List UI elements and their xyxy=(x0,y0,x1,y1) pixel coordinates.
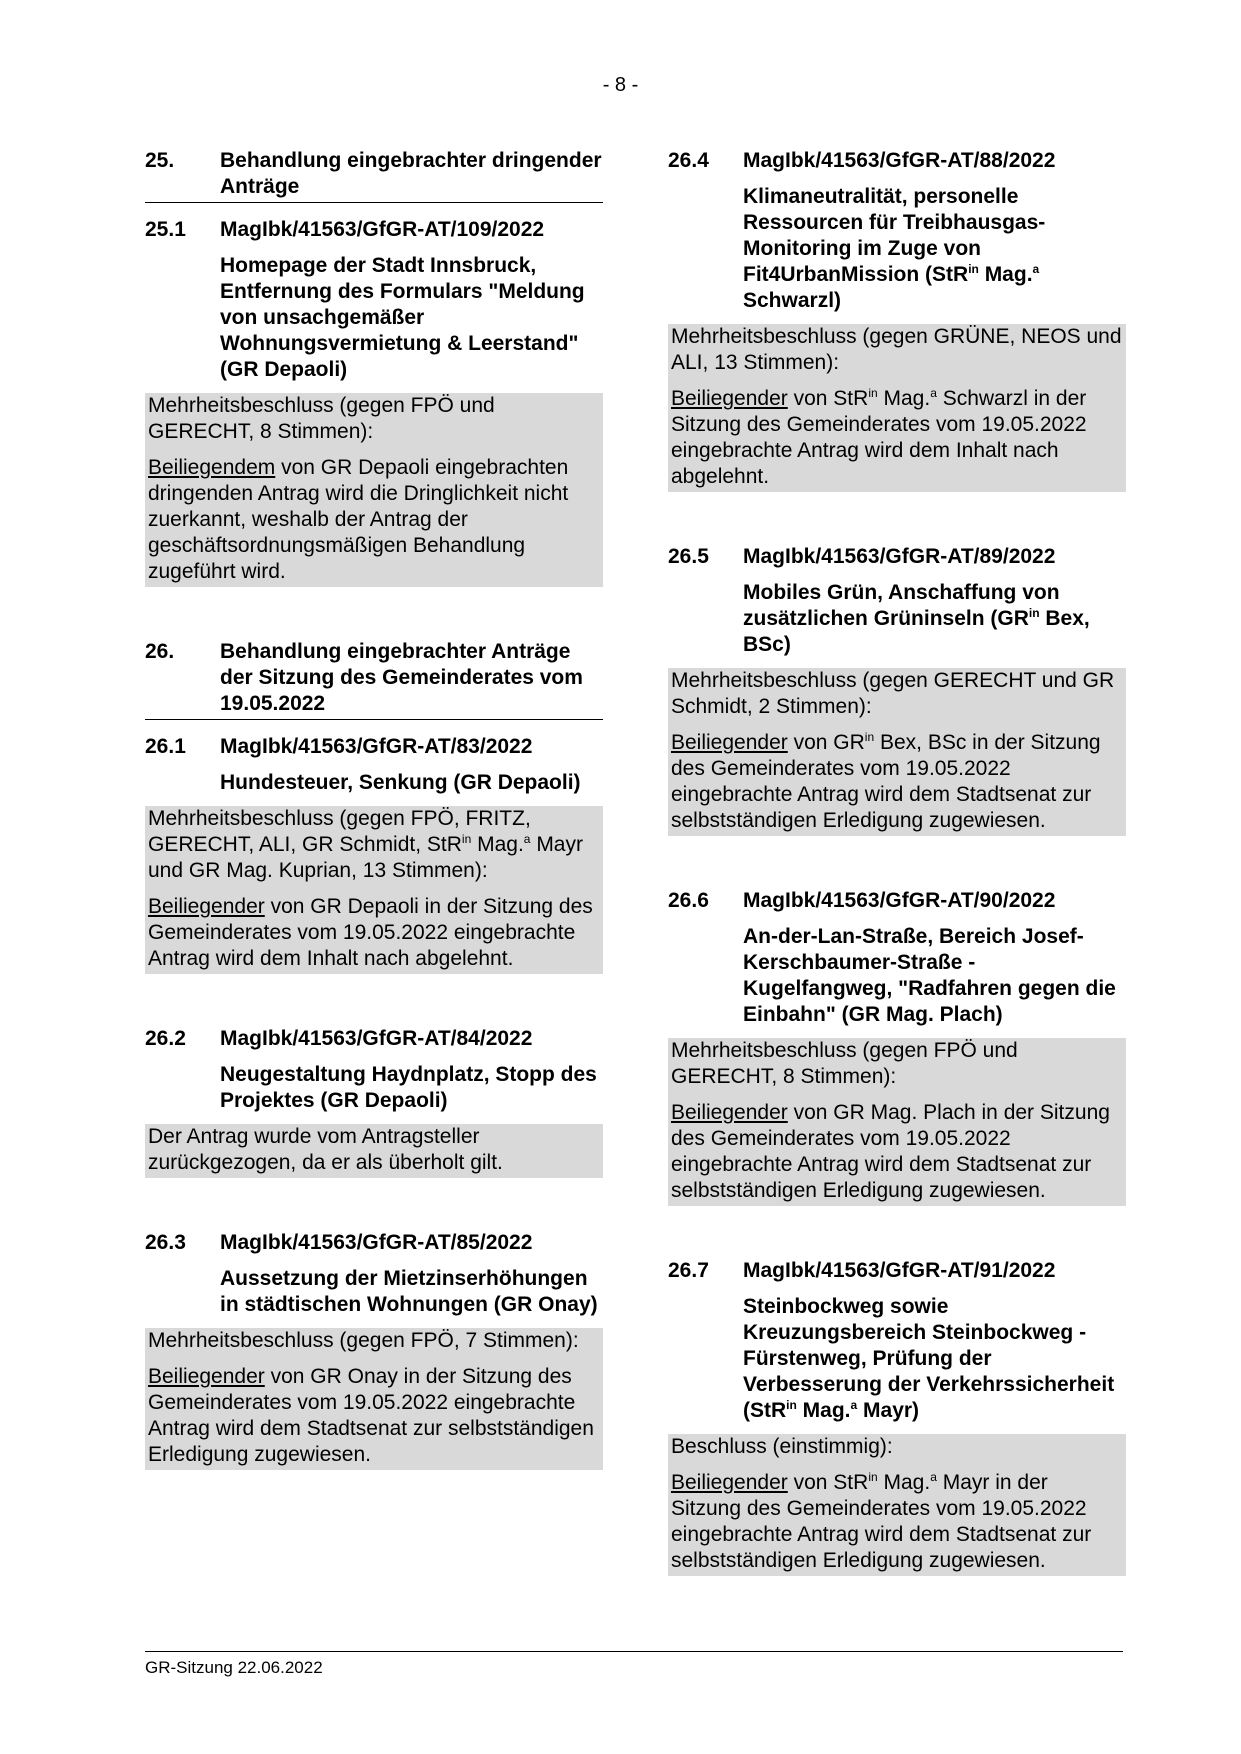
item-26-6 xyxy=(668,888,1126,1206)
item-heading xyxy=(145,734,603,760)
decision-text: Der Antrag wurde vom Antragsteller zurückgezogen, da er als überholt gilt. xyxy=(148,1125,503,1174)
item-heading xyxy=(145,217,603,243)
section-number: 26. xyxy=(145,640,175,663)
item-26-5 xyxy=(668,544,1126,836)
item-reference: MagIbk/41563/GfGR-AT/89/2022 xyxy=(743,545,1056,568)
underlined-word: Beiliegender xyxy=(671,731,788,754)
item-number: 26.5 xyxy=(668,545,709,568)
underlined-word: Beiliegender xyxy=(148,1365,265,1388)
item-title: Homepage der Stadt Innsbruck, Entfernung des Formulars "Meldung von unsachgemäßer Wohnungsvermietung & Leerstand" (GR Depaoli) xyxy=(220,254,585,381)
resolution-text: Beiliegender von StR$^{in}$ Mag.$^a$ Schwarzl in der Sitzung des Gemeinderates vom 19.05.2022 eingebrachte Antrag wird dem Inhalt nach abgelehnt. xyxy=(671,386,1087,488)
item-reference: MagIbk/41563/GfGR-AT/83/2022 xyxy=(220,735,533,758)
section-title: Behandlung eingebrachter Anträge der Sitzung des Gemeinderates vom 19.05.2022 xyxy=(220,640,583,715)
item-reference: MagIbk/41563/GfGR-AT/85/2022 xyxy=(220,1231,533,1254)
section-25-heading xyxy=(145,148,603,203)
right-column xyxy=(668,148,1126,1576)
item-reference: MagIbk/41563/GfGR-AT/109/2022 xyxy=(220,218,545,241)
item-number: 26.6 xyxy=(668,889,709,912)
item-26-7 xyxy=(668,1258,1126,1576)
item-title: An-der-Lan-Straße, Bereich Josef-Kerschbaumer-Straße - Kugelfangweg, "Radfahren gegen die Einbahn" (GR Mag. Plach) xyxy=(743,925,1116,1026)
resolution-text: Beiliegender von StR$^{in}$ Mag.$^a$ Mayr in der Sitzung des Gemeinderates vom 19.05.2022 eingebrachte Antrag wird dem Stadtsenat zur selbstständigen Erledigung zugewiesen. xyxy=(671,1470,1092,1572)
item-number: 26.4 xyxy=(668,149,709,172)
underlined-word: Beiliegendem xyxy=(148,456,276,479)
underlined-word: Beiliegender xyxy=(671,1471,788,1494)
resolution-box xyxy=(145,393,603,587)
resolution-box xyxy=(668,668,1126,836)
page-footer: GR-Sitzung 22.06.2022 xyxy=(145,1651,1123,1678)
decision-text: Mehrheitsbeschluss (gegen FPÖ, 7 Stimmen): xyxy=(148,1329,579,1352)
section-26-heading xyxy=(145,639,603,720)
decision-text: Beschluss (einstimmig): xyxy=(671,1435,893,1458)
item-heading xyxy=(668,888,1126,914)
decision-text: Mehrheitsbeschluss (gegen GRÜNE, NEOS und ALI, 13 Stimmen): xyxy=(671,325,1122,374)
item-26-4 xyxy=(668,148,1126,492)
item-number: 26.1 xyxy=(145,735,186,758)
resolution-text: Beiliegendem von GR Depaoli eingebrachten dringenden Antrag wird die Dringlichkeit nicht zuerkannt, weshalb der Antrag der geschäftsordnungsmäßigen Behandlung zugeführt wird. xyxy=(148,456,569,583)
decision-text: Mehrheitsbeschluss (gegen GERECHT und GR Schmidt, 2 Stimmen): xyxy=(671,669,1115,718)
section-title: Behandlung eingebrachter dringender Anträge xyxy=(220,149,602,198)
item-25-1 xyxy=(145,217,603,587)
item-number: 26.3 xyxy=(145,1231,186,1254)
item-heading xyxy=(145,1026,603,1052)
item-heading xyxy=(668,148,1126,174)
underlined-word: Beiliegender xyxy=(148,895,265,918)
item-number: 26.7 xyxy=(668,1259,709,1282)
decision-text: Mehrheitsbeschluss (gegen FPÖ, FRITZ, GERECHT, ALI, GR Schmidt, StR$^{in}$ Mag.$^a$ Mayr und GR Mag. Kuprian, 13 Stimmen): xyxy=(148,807,583,882)
resolution-box xyxy=(145,1328,603,1470)
resolution-box xyxy=(145,1124,603,1178)
section-number: 25. xyxy=(145,149,175,172)
resolution-box xyxy=(145,806,603,974)
item-reference: MagIbk/41563/GfGR-AT/91/2022 xyxy=(743,1259,1056,1282)
resolution-box xyxy=(668,324,1126,492)
item-number: 26.2 xyxy=(145,1027,186,1050)
item-title: Mobiles Grün, Anschaffung von zusätzlichen Grüninseln ($GR^{in}$ Bex, BSc) xyxy=(743,581,1090,656)
resolution-text: Beiliegender von GR Mag. Plach in der Sitzung des Gemeinderates vom 19.05.2022 eingebrachte Antrag wird dem Stadtsenat zur selbstständigen Erledigung zugewiesen. xyxy=(671,1101,1110,1202)
item-heading xyxy=(668,1258,1126,1284)
item-title: Hundesteuer, Senkung (GR Depaoli) xyxy=(220,771,581,794)
resolution-text: Beiliegender von $GR^{in}$ Bex, BSc in der Sitzung des Gemeinderates vom 19.05.2022 eingebrachte Antrag wird dem Stadtsenat zur selbstständigen Erledigung zugewiesen. xyxy=(671,730,1101,832)
item-reference: MagIbk/41563/GfGR-AT/88/2022 xyxy=(743,149,1056,172)
item-reference: MagIbk/41563/GfGR-AT/90/2022 xyxy=(743,889,1056,912)
underlined-word: Beiliegender xyxy=(671,387,788,410)
page-number: - 8 - xyxy=(602,74,639,96)
item-title: Steinbockweg sowie Kreuzungsbereich Steinbockweg - Fürstenweg, Prüfung der Verbesserung der Verkehrssicherheit (StR$^{in}$ Mag.$^a$ Mayr) xyxy=(743,1295,1115,1422)
item-26-2 xyxy=(145,1026,603,1178)
item-number: 25.1 xyxy=(145,218,186,241)
decision-text: Mehrheitsbeschluss (gegen FPÖ und GERECHT, 8 Stimmen): xyxy=(148,394,495,443)
resolution-text: Beiliegender von GR Depaoli in der Sitzung des Gemeinderates vom 19.05.2022 eingebrachte Antrag wird dem Inhalt nach abgelehnt. xyxy=(148,895,593,970)
item-26-1 xyxy=(145,734,603,974)
item-title: Klimaneutralität, personelle Ressourcen für Treibhausgas-Monitoring im Zuge von Fit4UrbanMission (StR$^{in}$ Mag.$^a$ Schwarzl) xyxy=(743,185,1046,312)
item-26-3 xyxy=(145,1230,603,1470)
decision-text: Mehrheitsbeschluss (gegen FPÖ und GERECHT, 8 Stimmen): xyxy=(671,1039,1018,1088)
left-column xyxy=(145,148,603,1470)
resolution-box xyxy=(668,1434,1126,1576)
underlined-word: Beiliegender xyxy=(671,1101,788,1124)
item-heading xyxy=(145,1230,603,1256)
item-heading xyxy=(668,544,1126,570)
resolution-box xyxy=(668,1038,1126,1206)
item-title: Neugestaltung Haydnplatz, Stopp des Projektes (GR Depaoli) xyxy=(220,1063,597,1112)
item-title: Aussetzung der Mietzinserhöhungen in städtischen Wohnungen (GR Onay) xyxy=(220,1267,598,1316)
resolution-text: Beiliegender von GR Onay in der Sitzung des Gemeinderates vom 19.05.2022 eingebrachte Antrag wird dem Stadtsenat zur selbstständigen Erledigung zugewiesen. xyxy=(148,1365,594,1466)
item-reference: MagIbk/41563/GfGR-AT/84/2022 xyxy=(220,1027,533,1050)
